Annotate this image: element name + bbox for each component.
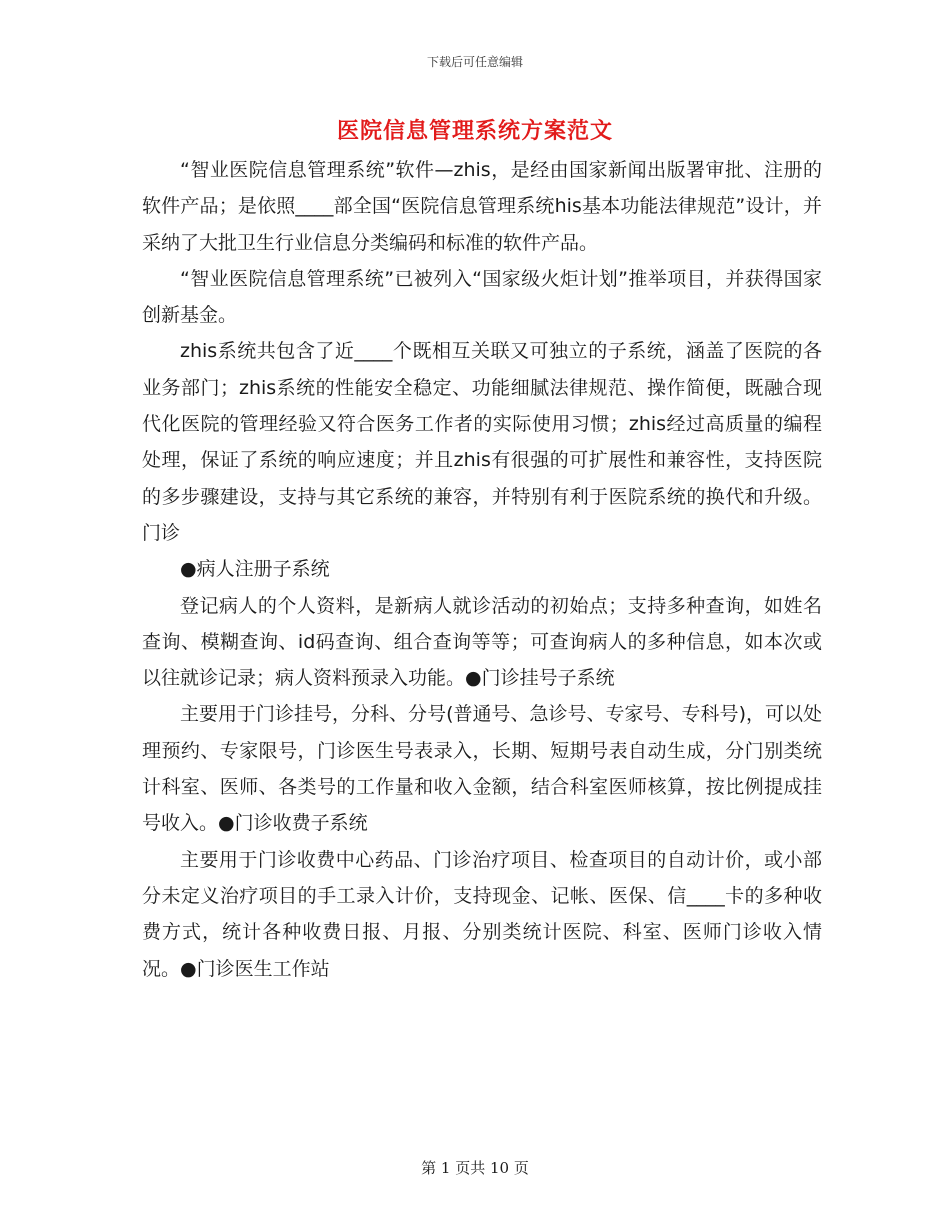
paragraph-patient-registration-heading: ●病人注册子系统: [180, 558, 330, 581]
document-title: 医院信息管理系统方案范文: [336, 119, 613, 144]
paragraph-torch-plan: “智业医院信息管理系统”已被列入“国家级火炬计划”推举项目，并获得国家创新基金。: [142, 267, 822, 327]
paragraph-intro: “智业医院信息管理系统”软件—zhis，是经由国家新闻出版署审批、注册的软件产品；是依照____部全国“医院信息管理系统his基本功能法律规范”设计，并采纳了大批卫生行业信息分类编码和标准的软件产品。: [142, 159, 822, 254]
paragraph-patient-registration: 登记病人的个人资料，是新病人就诊活动的初始点；支持多种查询，如姓名查询、模糊查询、id码查询、组合查询等等；可查询病人的多种信息，如本次或以往就诊记录；病人资料预录入功能。●门诊挂号子系统: [142, 594, 822, 690]
paragraph-outpatient-registration: 主要用于门诊挂号，分科、分号(普通号、急诊号、专家号、专科号)，可以处理预约、专家限号，门诊医生号表录入，长期、短期号表自动生成，分门别类统计科室、医师、各类号的工作量和收入金额，结合科室医师核算，按比例提成挂号收入。●门诊收费子系统: [142, 703, 822, 835]
page-header-note: 下载后可任意编辑: [426, 55, 523, 69]
paragraph-subsystems: zhis系统共包含了近____个既相互关联又可独立的子系统，涵盖了医院的各业务部门；zhis系统的性能安全稳定、功能细腻法律规范、操作简便，既融合现代化医院的管理经验又符合医务工作者的实际使用习惯；zhis经过高质量的编程处理，保证了系统的响应速度；并且zhis有很强的可扩展性和兼容性，支持医院的多步骤建设，支持与其它系统的兼容，并特别有利于医院系统的换代和升级。门诊: [142, 340, 822, 544]
document-body: [142, 152, 822, 987]
page-number: 第 1 页共 10 页: [421, 1159, 529, 1177]
paragraph-outpatient-billing: 主要用于门诊收费中心药品、门诊治疗项目、检查项目的自动计价，或小部分未定义治疗项目的手工录入计价，支持现金、记帐、医保、信____卡的多种收费方式，统计各种收费日报、月报、分别类统计医院、科室、医师门诊收入情况。●门诊医生工作站: [142, 848, 822, 980]
